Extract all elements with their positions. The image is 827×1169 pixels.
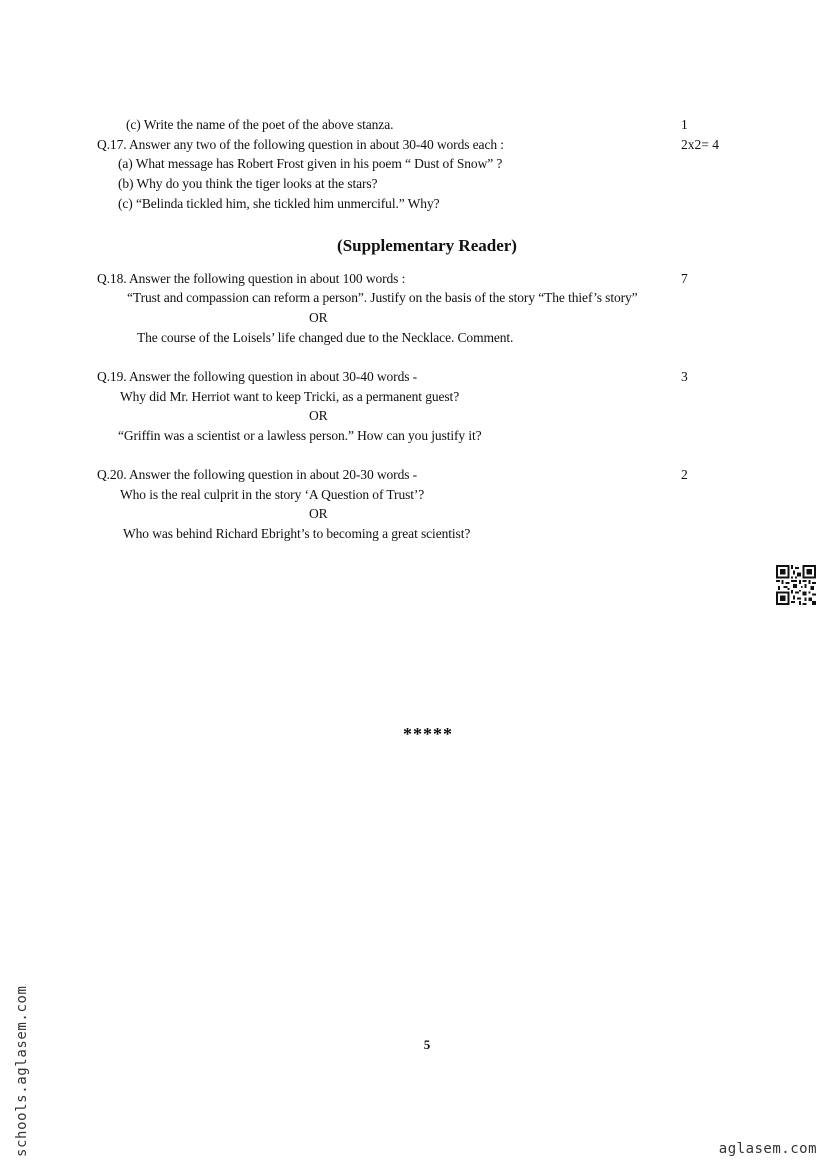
q20-option-2: Who was behind Richard Ebright’s to becoming a great scientist? [123, 526, 471, 541]
q17-option-c: (c) “Belinda tickled him, she tickled him unmerciful.” Why? [118, 196, 440, 211]
q16-marks: 1 [681, 117, 688, 132]
q19-option-2: “Griffin was a scientist or a lawless person.” How can you justify it? [118, 428, 482, 443]
footer-watermark: aglasem.com [718, 1141, 817, 1157]
qr-code-icon [776, 565, 816, 605]
q20-marks: 2 [681, 467, 688, 482]
q18-marks: 7 [681, 271, 688, 286]
q20-or: OR [309, 506, 328, 521]
page-number: 5 [423, 1037, 431, 1052]
q18-option-1: “Trust and compassion can reform a person”. Justify on the basis of the story “The thief’s story” [127, 290, 638, 305]
q19-prompt: Q.19. Answer the following question in about 30-40 words - [97, 369, 418, 384]
q17-marks: 2x2= 4 [681, 137, 719, 152]
q19-or: OR [309, 408, 328, 423]
side-watermark: schools.aglasem.com [14, 985, 30, 1157]
q18-option-2: The course of the Loisels’ life changed due to the Necklace. Comment. [137, 330, 514, 345]
q16-sub-c: (c) Write the name of the poet of the above stanza. [126, 117, 394, 132]
q18-or: OR [309, 310, 328, 325]
q17-option-b: (b) Why do you think the tiger looks at the stars? [118, 176, 378, 191]
q18-prompt: Q.18. Answer the following question in about 100 words : [97, 271, 406, 286]
q19-marks: 3 [681, 369, 688, 384]
section-heading: (Supplementary Reader) [337, 236, 517, 255]
q17-prompt: Q.17. Answer any two of the following question in about 30-40 words each : [97, 137, 504, 152]
q19-option-1: Why did Mr. Herriot want to keep Tricki, as a permanent guest? [120, 389, 460, 404]
q20-prompt: Q.20. Answer the following question in about 20-30 words - [97, 467, 418, 482]
end-marker: ***** [403, 724, 453, 744]
q17-option-a: (a) What message has Robert Frost given in his poem “ Dust of Snow” ? [118, 156, 503, 171]
q20-option-1: Who is the real culprit in the story ‘A Question of Trust’? [120, 487, 425, 502]
